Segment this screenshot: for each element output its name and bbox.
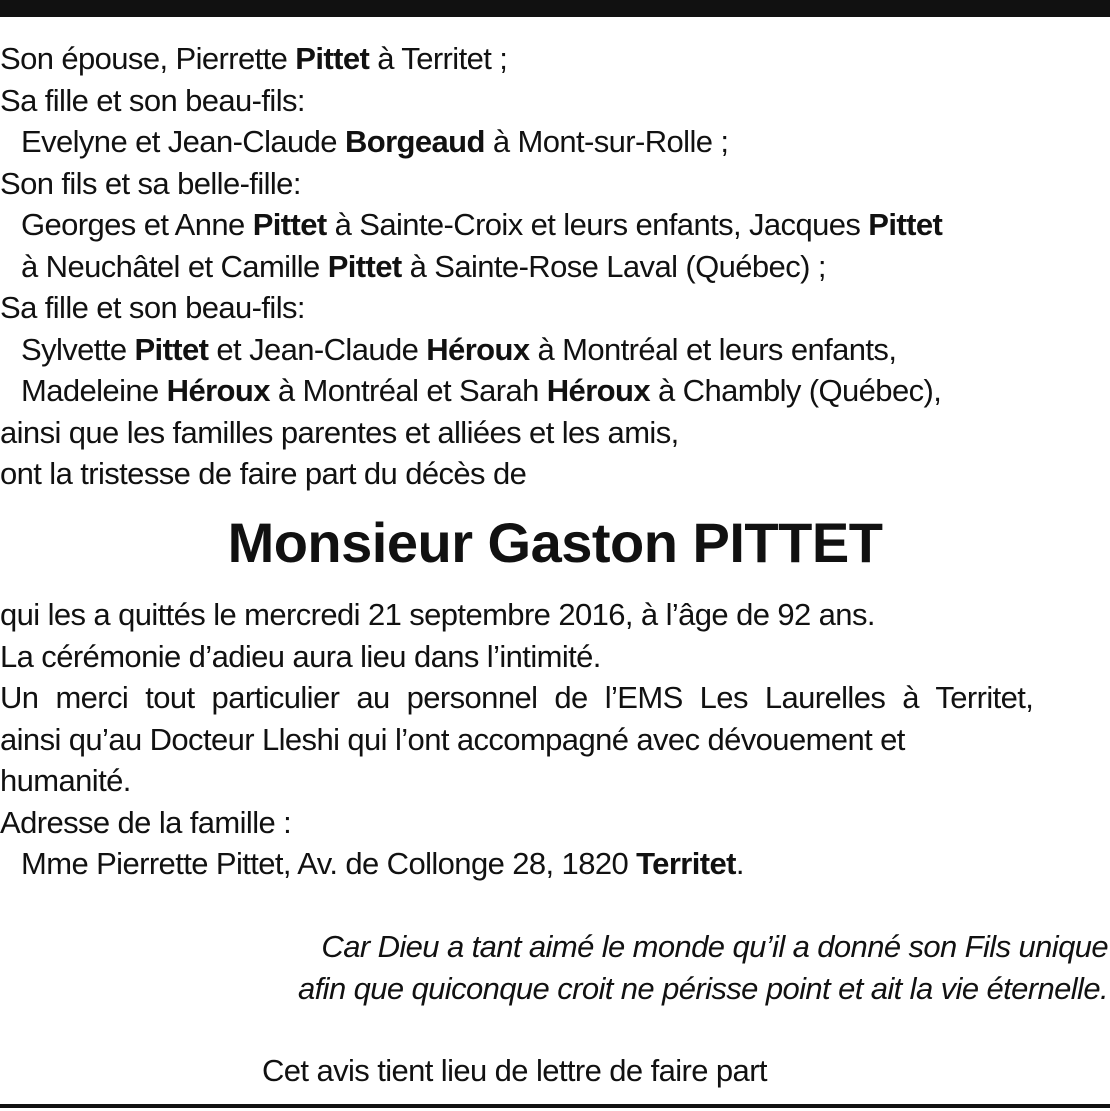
top-border-rule [0,0,1110,17]
details-line-2: La cérémonie d’adieu aura lieu dans l’intimité. [0,638,601,674]
verse-line-1: Car Dieu a tant aimé le monde qu’il a donné son Fils unique [321,929,1108,964]
family-line-4: Son fils et sa belle-fille: [0,165,301,201]
details-line-3: Un merci tout particulier au personnel de l’EMS Les Laurelles à Territet, [0,680,1034,715]
family-line-5: Georges et Anne Pittet à Sainte-Croix et leurs enfants, Jacques Pittet [21,207,943,242]
closing-note: Cet avis tient lieu de lettre de faire part [262,1053,767,1088]
bible-verse [298,926,1108,1010]
family-line-11: ont la tristesse de faire part du décès de [0,456,527,491]
deceased-name: Monsieur Gaston PITTET [227,511,883,574]
bottom-border-rule [0,1104,1110,1108]
family-line-6: à Neuchâtel et Camille Pittet à Sainte-Rose Laval (Québec) ; [21,248,826,284]
details-line-4: ainsi qu’au Docteur Lleshi qui l’ont accompagné avec dévouement et [0,721,905,757]
family-address: Mme Pierrette Pittet, Av. de Collonge 28, 1820 Territet. [21,846,744,881]
family-line-9: Madeleine Héroux à Montréal et Sarah Héroux à Chambly (Québec), [21,373,942,408]
family-line-10: ainsi que les familles parentes et alliées et les amis, [0,414,679,450]
obituary-details [0,594,1110,885]
family-line-3: Evelyne et Jean-Claude Borgeaud à Mont-sur-Rolle ; [21,124,729,159]
family-announcement [0,38,1110,495]
family-line-7: Sa fille et son beau-fils: [0,290,305,325]
family-line-2: Sa fille et son beau-fils: [0,82,305,118]
details-line-1: qui les a quittés le mercredi 21 septembre 2016, à l’âge de 92 ans. [0,597,875,632]
family-line-1: Son épouse, Pierrette Pittet à Territet ; [0,41,508,76]
family-line-8: Sylvette Pittet et Jean-Claude Héroux à Montréal et leurs enfants, [21,331,897,367]
verse-line-2: afin que quiconque croit ne périsse point et ait la vie éternelle. [298,971,1108,1006]
details-line-5: humanité. [0,763,131,798]
details-line-6: Adresse de la famille : [0,804,292,840]
